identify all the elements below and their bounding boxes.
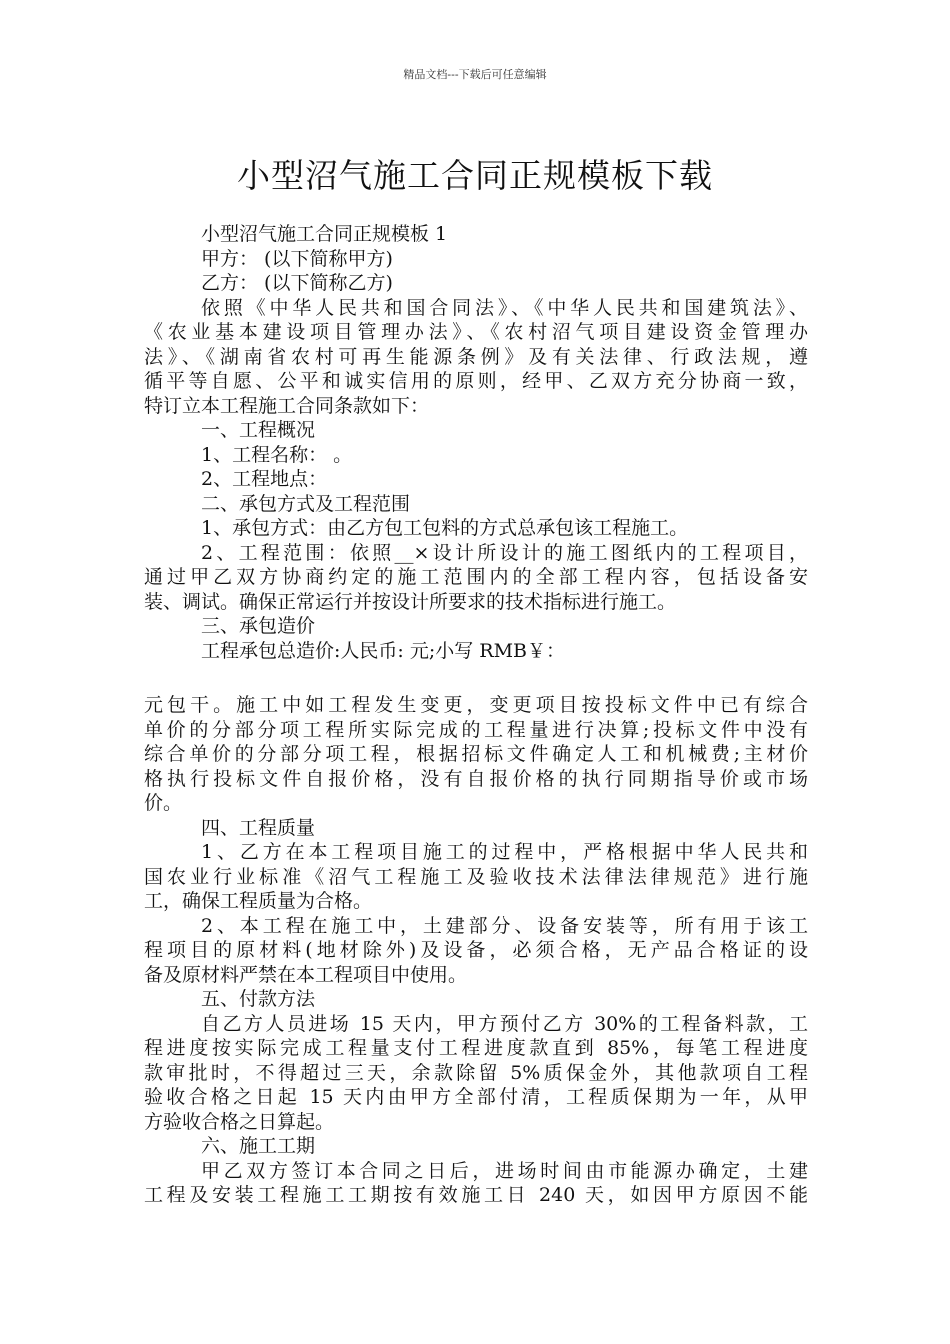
- text-line: 工程承包总造价:人民币: 元;小写 RMB￥：: [201, 639, 566, 662]
- text-line: 《农业基本建设项目管理办法》、《农村沼气项目建设资金管理办: [144, 321, 808, 343]
- text-line: 备及原材料严禁在本工程项目中使用。: [144, 963, 468, 986]
- text-line: 2、本工程在施工中，土建部分、设备安装等，所有用于该工: [201, 914, 808, 937]
- text-line: 甲方： (以下简称甲方): [201, 247, 393, 270]
- text-line: 四、工程质量: [201, 816, 316, 839]
- text-line: 自乙方人员进场 15 天内，甲方预付乙方 30%的工程备料款，工: [201, 1012, 808, 1035]
- header-note: 精品文档---下载后可任意编辑: [403, 68, 547, 81]
- text-line: 三、承包造价: [201, 615, 316, 637]
- text-line: 1、乙方在本工程项目施工的过程中，严格根据中华人民共和: [201, 841, 808, 863]
- text-line: 工，确保工程质量为合格。: [144, 890, 373, 912]
- text-line: 乙方： (以下简称乙方): [201, 272, 393, 294]
- blank-gap: [144, 663, 808, 693]
- text-line: 程项目的原材料(地材除外)及设备，必须合格，无产品合格证的设: [144, 939, 808, 961]
- text-line: 一、工程概况: [201, 419, 316, 441]
- document-body: [144, 222, 808, 1208]
- text-line: 小型沼气施工合同正规模板 1: [201, 223, 448, 245]
- text-line: 甲乙双方签订本合同之日后，进场时间由市能源办确定，土建: [201, 1159, 808, 1182]
- text-line: 2、工程范围：依照__×设计所设计的施工图纸内的工程项目，: [201, 541, 808, 564]
- text-line: 1、承包方式：由乙方包工包料的方式总承包该工程施工。: [201, 517, 689, 539]
- text-line: 法》、《湖南省农村可再生能源条例》及有关法律、行政法规，遵: [144, 345, 808, 368]
- text-line: 五、付款方法: [201, 988, 316, 1010]
- text-line: 特订立本工程施工合同条款如下：: [144, 394, 430, 417]
- text-line: 国农业行业标准《沼气工程施工及验收技术法律法律规范》进行施: [144, 865, 808, 888]
- text-line: 格执行投标文件自报价格，没有自报价格的执行同期指导价或市场: [144, 767, 808, 790]
- text-line: 元包干。施工中如工程发生变更，变更项目按投标文件中已有综合: [144, 694, 808, 716]
- text-line: 验收合格之日起 15 天内由甲方全部付清，工程质保期为一年，从甲: [144, 1086, 808, 1108]
- text-line: 通过甲乙双方协商约定的施工范围内的全部工程内容，包括设备安: [144, 566, 808, 588]
- text-line: 1、工程名称： 。: [201, 443, 353, 466]
- text-line: 价。: [144, 792, 183, 814]
- text-line: 六、施工工期: [201, 1135, 316, 1157]
- document-title: 小型沼气施工合同正规模板下载: [237, 156, 713, 196]
- text-line: 装、调试。确保正常运行并按设计所要求的技术指标进行施工。: [144, 590, 677, 613]
- text-line: 程进度按实际完成工程量支付工程进度款直到 85%，每笔工程进度: [144, 1037, 808, 1059]
- text-line: 2、工程地点：: [201, 468, 328, 490]
- text-line: 工程及安装工程施工工期按有效施工日 240 天，如因甲方原因不能: [144, 1184, 808, 1206]
- text-line: 依照《中华人民共和国合同法》、《中华人民共和国建筑法》、: [201, 296, 808, 319]
- text-line: 款审批时，不得超过三天，余款除留 5%质保金外，其他款项自工程: [144, 1061, 808, 1084]
- text-line: 单价的分部分项工程所实际完成的工程量进行决算;投标文件中没有: [144, 718, 808, 741]
- text-line: 二、承包方式及工程范围: [201, 492, 411, 515]
- text-line: 方验收合格之日算起。: [144, 1110, 335, 1133]
- text-line: 综合单价的分部分项工程，根据招标文件确定人工和机械费;主材价: [144, 743, 808, 765]
- text-line: 循平等自愿、公平和诚实信用的原则，经甲、乙双方充分协商一致，: [144, 370, 808, 392]
